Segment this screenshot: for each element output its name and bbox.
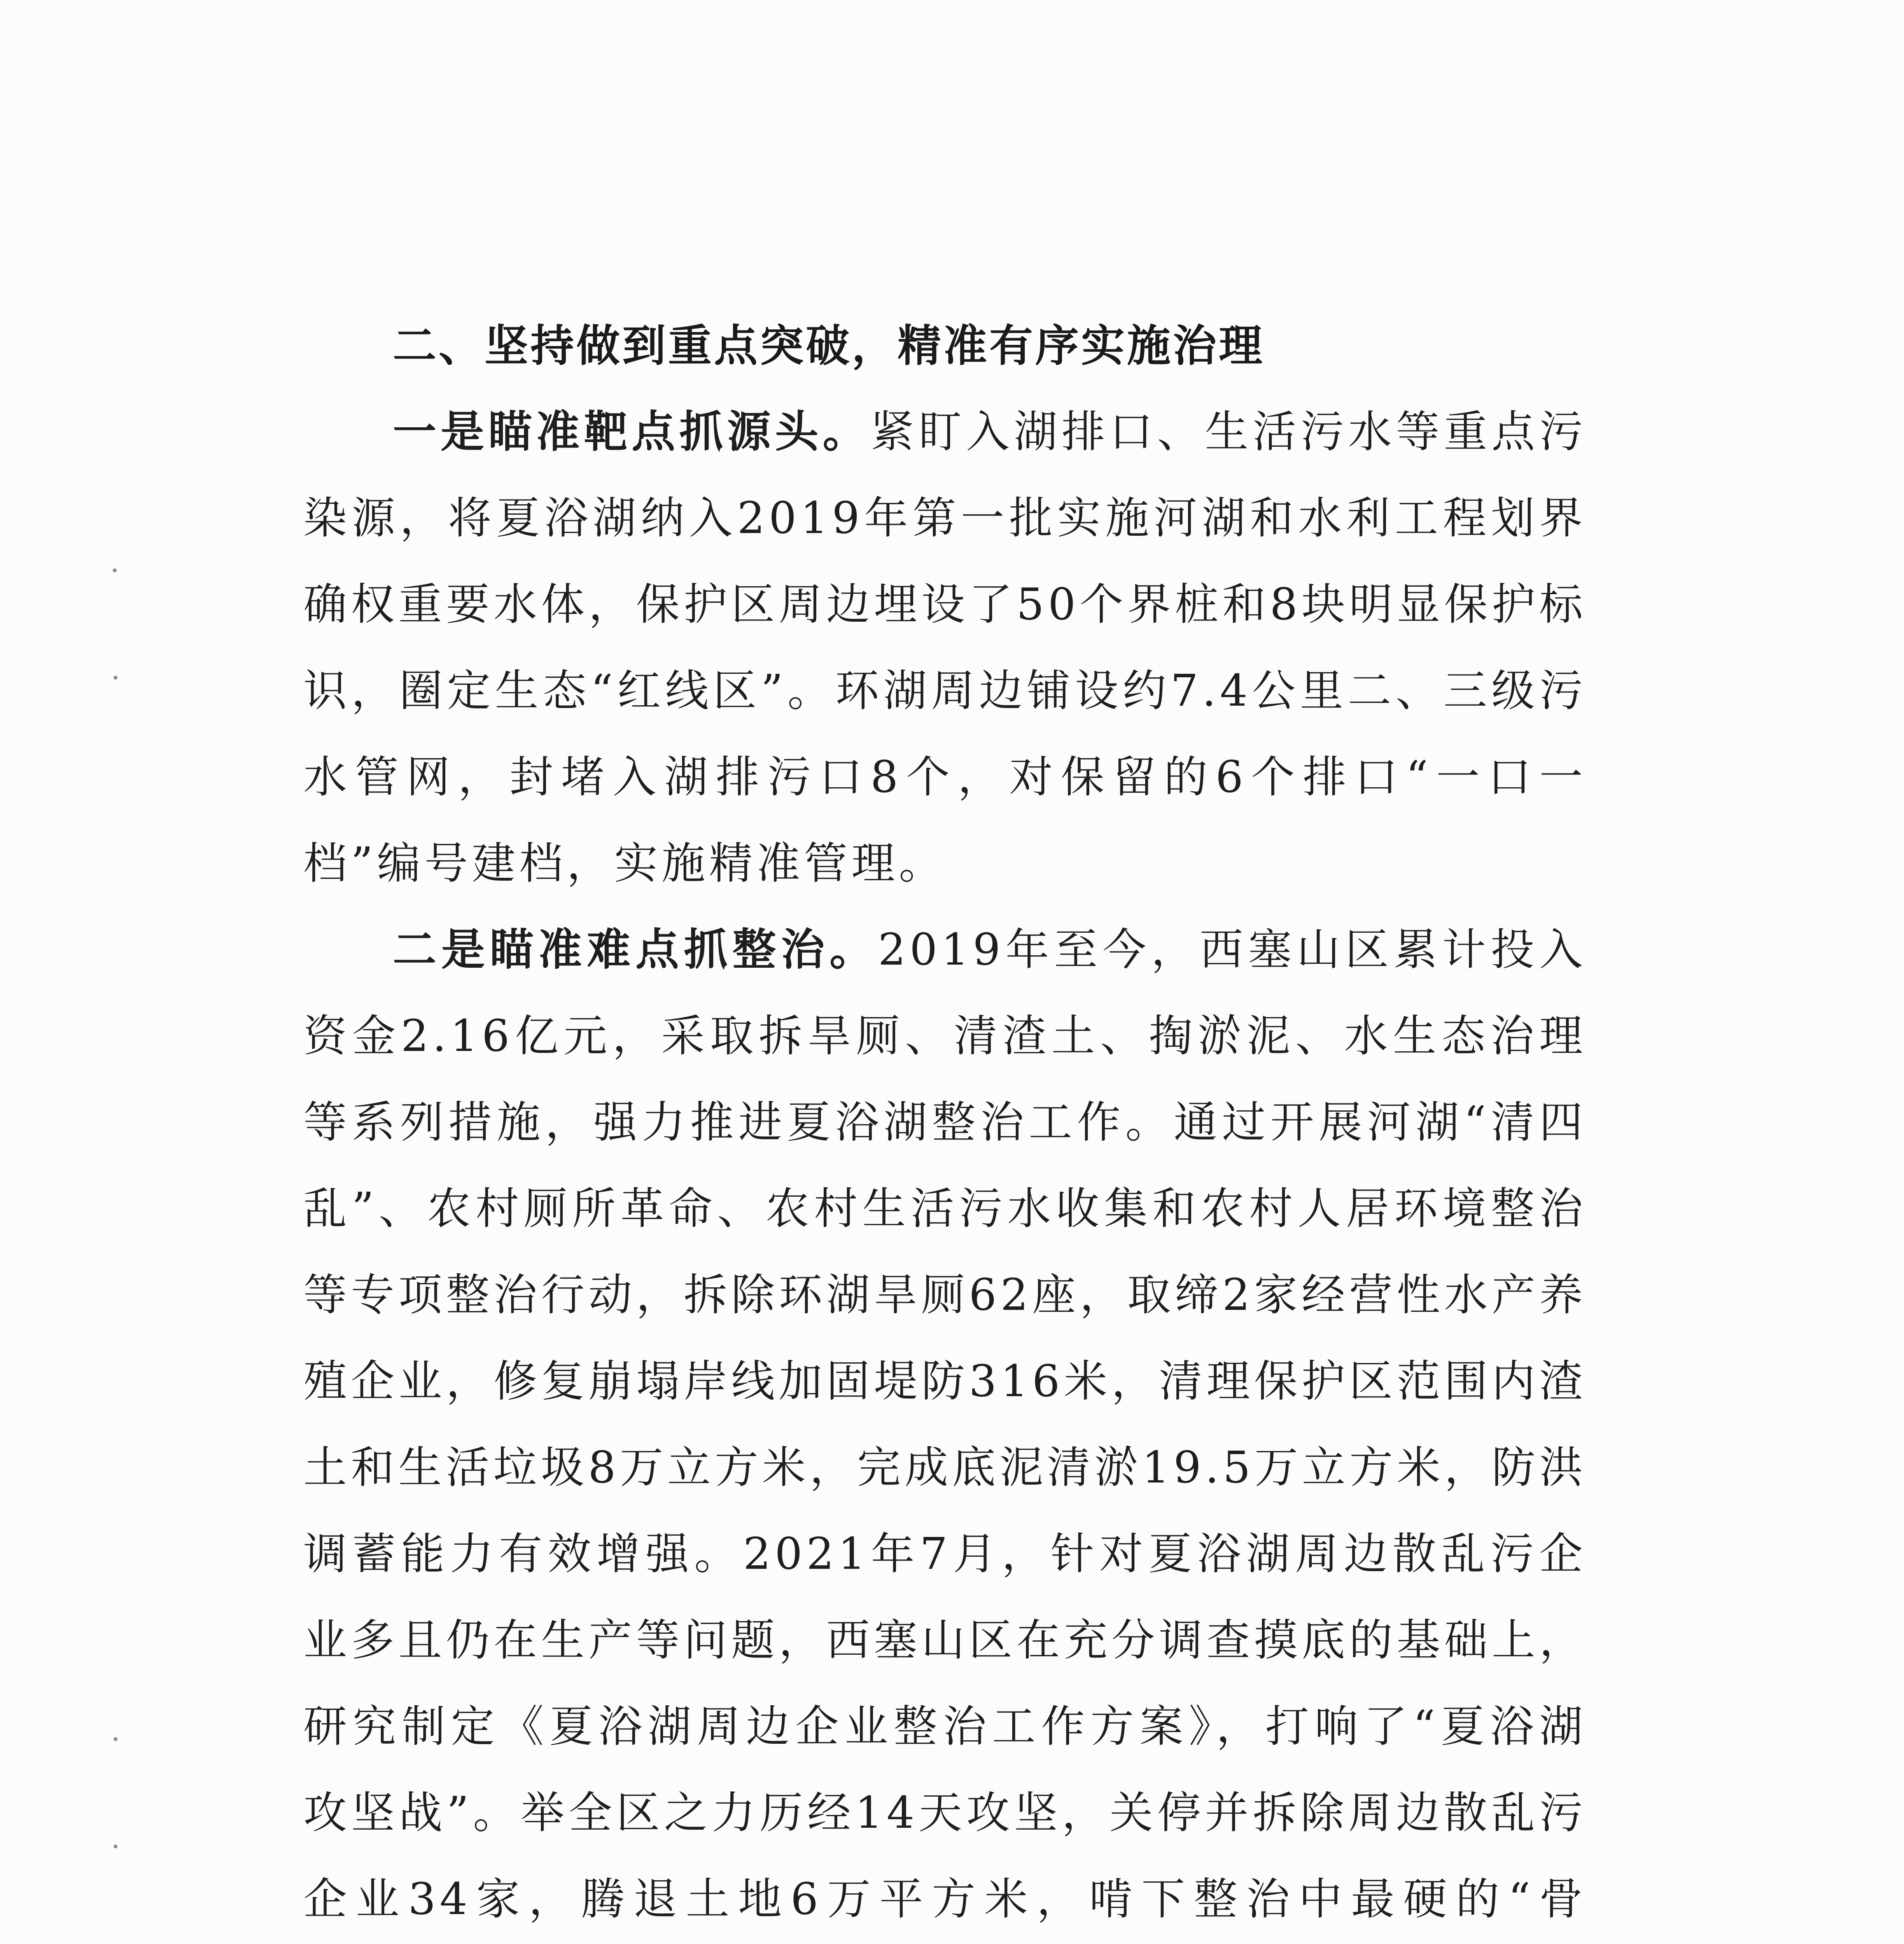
paragraph-2-lead: 二是瞄准难点抓整治。 — [393, 924, 878, 975]
paragraph-2-body: 2019年至今，西塞山区累计投入资金2.16亿元，采取拆旱厕、清渣土、掏淤泥、水生态治理等系列措施，强力推进夏浴湖整治工作。通过开展河湖“清四乱”、农村厕所革命、农村生活污水收集和农村人居环境整治等专项整治行动，拆除环湖旱厕62座，取缔2家经营性水产养殖企业，修复崩塌岸线加固堤防316米，清理保护区范围内渣土和生活垃圾8万立方米，完成底泥清淤19.5万立方米，防洪调蓄能力有效增强。2021年7月，针对夏浴湖周边散乱污企业多且仍在生产等问题，西塞山区在充分调查摸底的基础上，研究制定《夏浴湖周边企业整治工作方案》，打响了“夏浴湖攻坚战”。举全区之力历经14天攻坚，关停并拆除周边散乱污企业34家，腾退土地6万平方米，啃下整治中最硬的“骨 — [303, 925, 1587, 1925]
scan-speck — [114, 1737, 117, 1741]
scan-speck — [114, 676, 117, 680]
scan-speck — [114, 1844, 117, 1848]
paragraph-2 — [303, 907, 1587, 1944]
paragraph-1-lead: 一是瞄准靶点抓源头。 — [393, 406, 871, 457]
scan-speck — [113, 568, 117, 572]
paragraph-1-body: 紧盯入湖排口、生活污水等重点污染源，将夏浴湖纳入2019年第一批实施河湖和水利工程划界确权重要水体，保护区周边埋设了50个界桩和8块明显保护标识，圈定生态“红线区”。环湖周边铺设约7.4公里二、三级污水管网，封堵入湖排污口8个，对保留的6个排口“一口一档”编号建档，实施精准管理。 — [303, 407, 1587, 889]
document-body — [303, 303, 1587, 1944]
paragraph-1 — [303, 389, 1587, 907]
section-heading: 二、坚持做到重点突破，精准有序实施治理 — [393, 321, 1265, 371]
